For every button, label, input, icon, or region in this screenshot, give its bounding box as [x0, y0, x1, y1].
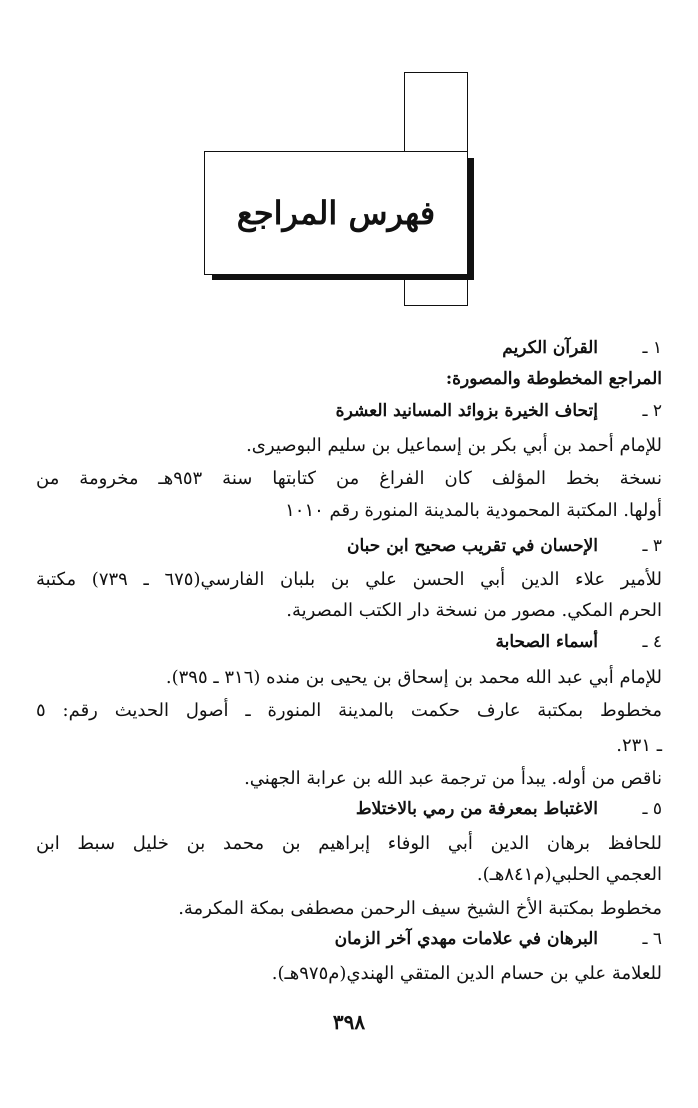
reference-entry: [36, 534, 662, 558]
entry-text: أولها. المكتبة المحمودية بالمدينة المنورة رقم ١٠١٠: [285, 500, 662, 521]
entry-text: للإمام أبي عبد الله محمد بن إسحاق بن يحيى بن منده (٣١٦ ـ ٣٩٥).: [165, 667, 662, 688]
entry-number: ٤ ـ: [642, 632, 662, 652]
entry-title: البرهان في علامات مهدي آخر الزمان: [334, 929, 598, 949]
entry-title: القرآن الكريم: [502, 338, 598, 358]
section-heading: المراجع المخطوطة والمصورة:: [445, 369, 662, 389]
entry-number: ٣ ـ: [642, 536, 662, 556]
entry-text: نسخة بخط المؤلف كان الفراغ من كتابتها سنة ٩٥٣هـ مخرومة من: [36, 468, 662, 489]
entry-text: العجمي الحلبي(م٨٤١هـ).: [476, 864, 662, 885]
chapter-title: فهرس المراجع: [236, 194, 436, 232]
reference-entry: [36, 399, 662, 423]
reference-entry: [36, 927, 662, 951]
entry-number: ٦ ـ: [642, 929, 662, 949]
entry-title: أسماء الصحابة: [495, 632, 598, 652]
entry-text: ناقص من أوله. يبدأ من ترجمة عبد الله بن عرابة الجهني.: [244, 768, 662, 789]
entry-text: مخطوط بمكتبة عارف حكمت بالمدينة المنورة ـ أصول الحديث رقم: ٥: [36, 700, 662, 721]
reference-entry: [36, 797, 662, 821]
entry-number: ٥ ـ: [642, 799, 662, 819]
entry-text: للعلامة علي بن حسام الدين المتقي الهندي(م٩٧٥هـ).: [271, 963, 662, 984]
entry-number: ١ ـ: [642, 338, 662, 358]
reference-entry: [36, 336, 662, 360]
entry-text: للحافظ برهان الدين أبي الوفاء إبراهيم بن محمد بن خليل سبط ابن: [36, 833, 662, 854]
entry-title: إتحاف الخيرة بزوائد المسانيد العشرة: [335, 401, 598, 421]
entry-number: ٢ ـ: [642, 401, 662, 421]
entry-text: للأمير علاء الدين أبي الحسن علي بن بلبان الفارسي(٦٧٥ ـ ٧٣٩) مكتبة: [36, 569, 663, 590]
entry-text: الحرم المكي. مصور من نسخة دار الكتب المصرية.: [286, 600, 662, 621]
reference-entry: [36, 630, 662, 654]
entry-title: الاغتباط بمعرفة من رمي بالاختلاط: [355, 799, 598, 819]
entry-text: للإمام أحمد بن أبي بكر بن إسماعيل بن سليم البوصيرى.: [246, 435, 662, 456]
page-number: ٣٩٨: [332, 1010, 366, 1034]
entry-title: الإحسان في تقريب صحيح ابن حبان: [347, 536, 598, 556]
entry-text: مخطوط بمكتبة الأخ الشيخ سيف الرحمن مصطفى بمكة المكرمة.: [178, 898, 662, 919]
entry-text: ـ ٢٣١.: [616, 735, 662, 756]
title-frame: [204, 151, 468, 275]
